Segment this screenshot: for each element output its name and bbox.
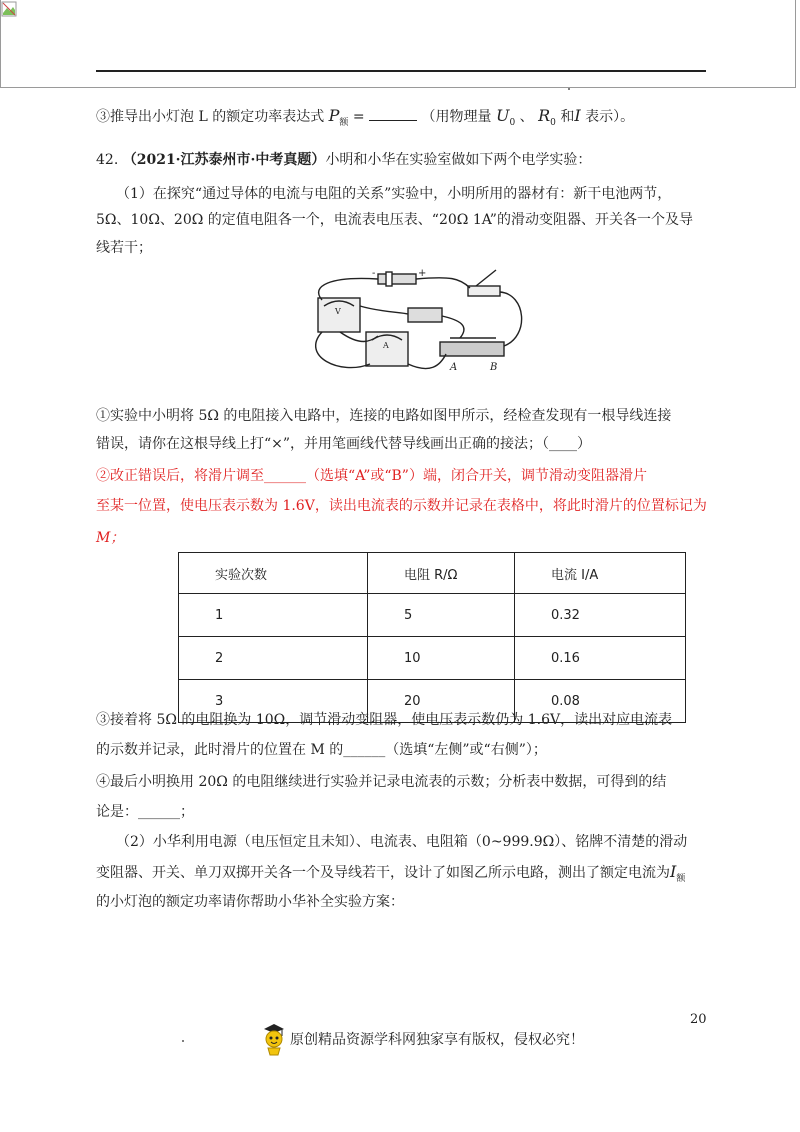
- table-header-cell: 电阻 R/Ω: [368, 553, 515, 594]
- rheostat-a-label: A: [450, 362, 458, 373]
- table-cell: 0.08: [515, 680, 686, 723]
- q42-p2-line3: 的小灯泡的额定功率请你帮助小华补全实验方案：: [96, 894, 404, 910]
- table-cell: 10: [368, 637, 515, 680]
- q41-part3: ③推导出小灯泡 L 的额定功率表达式 $P_额$ = （用物理量 $U_0$ 、 $R_0$ 和I 表示）。: [96, 106, 635, 128]
- table-cell: 0.32: [515, 594, 686, 637]
- table-row: [179, 594, 686, 637]
- battery-plus-label: +: [418, 268, 427, 279]
- ammeter-label: A: [383, 341, 389, 350]
- data-table: [178, 552, 686, 723]
- q42-s4-line2: 论是：______；: [96, 804, 194, 820]
- table-cell: 3: [179, 680, 368, 723]
- q42-s3-line1: ③接着将 5Ω 的电阻换为 10Ω，调节滑动变阻器，使电压表示数仍为 1.6V，读出对应电流表: [96, 712, 673, 728]
- mascot-icon: [262, 1022, 286, 1056]
- q42-s2-line1: ②改正错误后，将滑片调至______（选填“A”或“B”）端，闭合开关，调节滑动变阻器滑片: [96, 468, 647, 484]
- q42-p1-line1: （1）在探究“通过导体的电流与电阻的关系”实验中，小明所用的器材有：新干电池两节，: [116, 186, 672, 202]
- table-cell: 5: [368, 594, 515, 637]
- q42-p2-line2: 变阻器、开关、单刀双掷开关各一个及导线若干，设计了如图乙所示电路，测出了额定电流为$I_额$: [96, 862, 686, 884]
- q42-p1-line3: 线若干；: [96, 240, 152, 256]
- table-row: [179, 637, 686, 680]
- table-header-cell: 电流 I/A: [515, 553, 686, 594]
- q42-s1-line2: 错误，请你在这根导线上打“×”，并用笔画线代替导线画出正确的接法；（____）: [96, 436, 592, 452]
- table-cell: 1: [179, 594, 368, 637]
- q42-heading: 42. （2021·江苏泰州市·中考真题）小明和小华在实验室做如下两个电学实验：: [96, 152, 592, 168]
- q42-s3-line2: 的示数并记录，此时滑片的位置在 M 的______（选填“左侧”或“右侧”）；: [96, 742, 547, 758]
- q42-s1-line1: ①实验中小明将 5Ω 的电阻接入电路中，连接的电路如图甲所示，经检查发现有一根导线连接: [96, 408, 672, 424]
- circuit-figure: [300, 266, 530, 384]
- header-frame: [0, 0, 796, 88]
- table-cell: 0.16: [515, 637, 686, 680]
- q42-source: （2021·江苏泰州市·中考真题）: [122, 152, 326, 168]
- table-header-cell: 实验次数: [179, 553, 368, 594]
- voltmeter-label: V: [335, 307, 341, 316]
- q42-s2-line3: M；: [96, 530, 125, 546]
- rheostat-b-label: B: [490, 362, 498, 373]
- table-header-row: [179, 553, 686, 594]
- q42-s2-line2: 至某一位置，使电压表示数为 1.6V，读出电流表的示数并记录在表格中，将此时滑片的位置标记为: [96, 498, 707, 514]
- page-number: 20: [690, 1012, 707, 1027]
- table-cell: 2: [179, 637, 368, 680]
- header-rule: [96, 70, 706, 72]
- dot-mark: [182, 1040, 184, 1042]
- footer: [262, 1022, 584, 1056]
- broken-image-icon: [1, 1, 17, 17]
- battery-minus-label: -: [372, 268, 376, 279]
- q42-p2-line1: （2）小华利用电源（电压恒定且未知）、电流表、电阻箱（0~999.9Ω）、铭牌不清楚的滑动: [116, 834, 688, 850]
- q42-p1-line2: 5Ω、10Ω、20Ω 的定值电阻各一个，电流表电压表、“20Ω 1A”的滑动变阻器、开关各一个及导: [96, 212, 693, 228]
- q42-s4-line1: ④最后小明换用 20Ω 的电阻继续进行实验并记录电流表的示数；分析表中数据，可得到的结: [96, 774, 667, 790]
- dot-mark: [568, 88, 570, 90]
- footer-text: 原创精品资源学科网独家享有版权，侵权必究！: [290, 1032, 584, 1048]
- table-cell: 20: [368, 680, 515, 723]
